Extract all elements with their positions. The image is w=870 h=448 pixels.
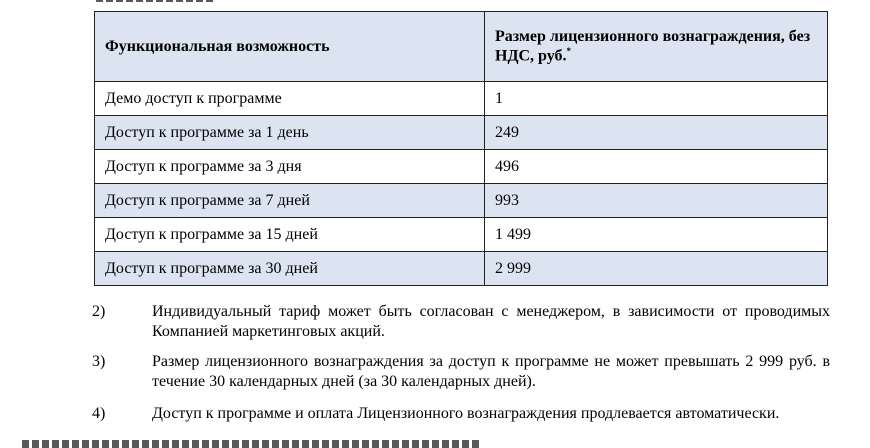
list-item-number: 2) <box>92 303 106 320</box>
price-cell: 496 <box>485 150 828 184</box>
feature-cell: Демо доступ к программе <box>95 82 485 116</box>
table-row <box>95 150 828 184</box>
cropped-text-bottom <box>22 440 482 448</box>
list-item-text: Размер лицензионного вознаграждения за доступ к программе не может превышать 2 999 руб. в течение 30 календарных дней (за 30 календарных дней). <box>152 353 830 390</box>
table-row <box>95 184 828 218</box>
list-item <box>92 404 830 424</box>
list-item <box>92 352 830 392</box>
list-item <box>92 302 830 342</box>
footnote-mark: * <box>566 45 571 56</box>
table-row <box>95 218 828 252</box>
price-cell: 1 499 <box>485 218 828 252</box>
table-row <box>95 252 828 286</box>
feature-cell: Доступ к программе за 30 дней <box>95 252 485 286</box>
list-item-text: Индивидуальный тариф может быть согласован с менеджером, в зависимости от проводимых Компанией маркетинговых акций. <box>152 303 830 340</box>
header-feature: Функциональная возможность <box>95 12 485 82</box>
list-item-number: 3) <box>92 353 106 370</box>
pricing-table <box>94 11 828 286</box>
list-item-text: Доступ к программе и оплата Лицензионного вознаграждения продлевается автоматически. <box>152 405 780 422</box>
table-row <box>95 82 828 116</box>
table-row <box>95 116 828 150</box>
header-price-label: Размер лицензионного вознаграждения, без НДС, руб. <box>495 27 811 65</box>
cropped-text-top <box>96 0 216 2</box>
price-cell: 1 <box>485 82 828 116</box>
price-cell: 993 <box>485 184 828 218</box>
price-cell: 249 <box>485 116 828 150</box>
feature-cell: Доступ к программе за 7 дней <box>95 184 485 218</box>
price-cell: 2 999 <box>485 252 828 286</box>
feature-cell: Доступ к программе за 15 дней <box>95 218 485 252</box>
feature-cell: Доступ к программе за 1 день <box>95 116 485 150</box>
list-item-number: 4) <box>92 405 106 422</box>
table-header-row <box>95 12 828 82</box>
feature-cell: Доступ к программе за 3 дня <box>95 150 485 184</box>
header-price <box>485 12 828 82</box>
